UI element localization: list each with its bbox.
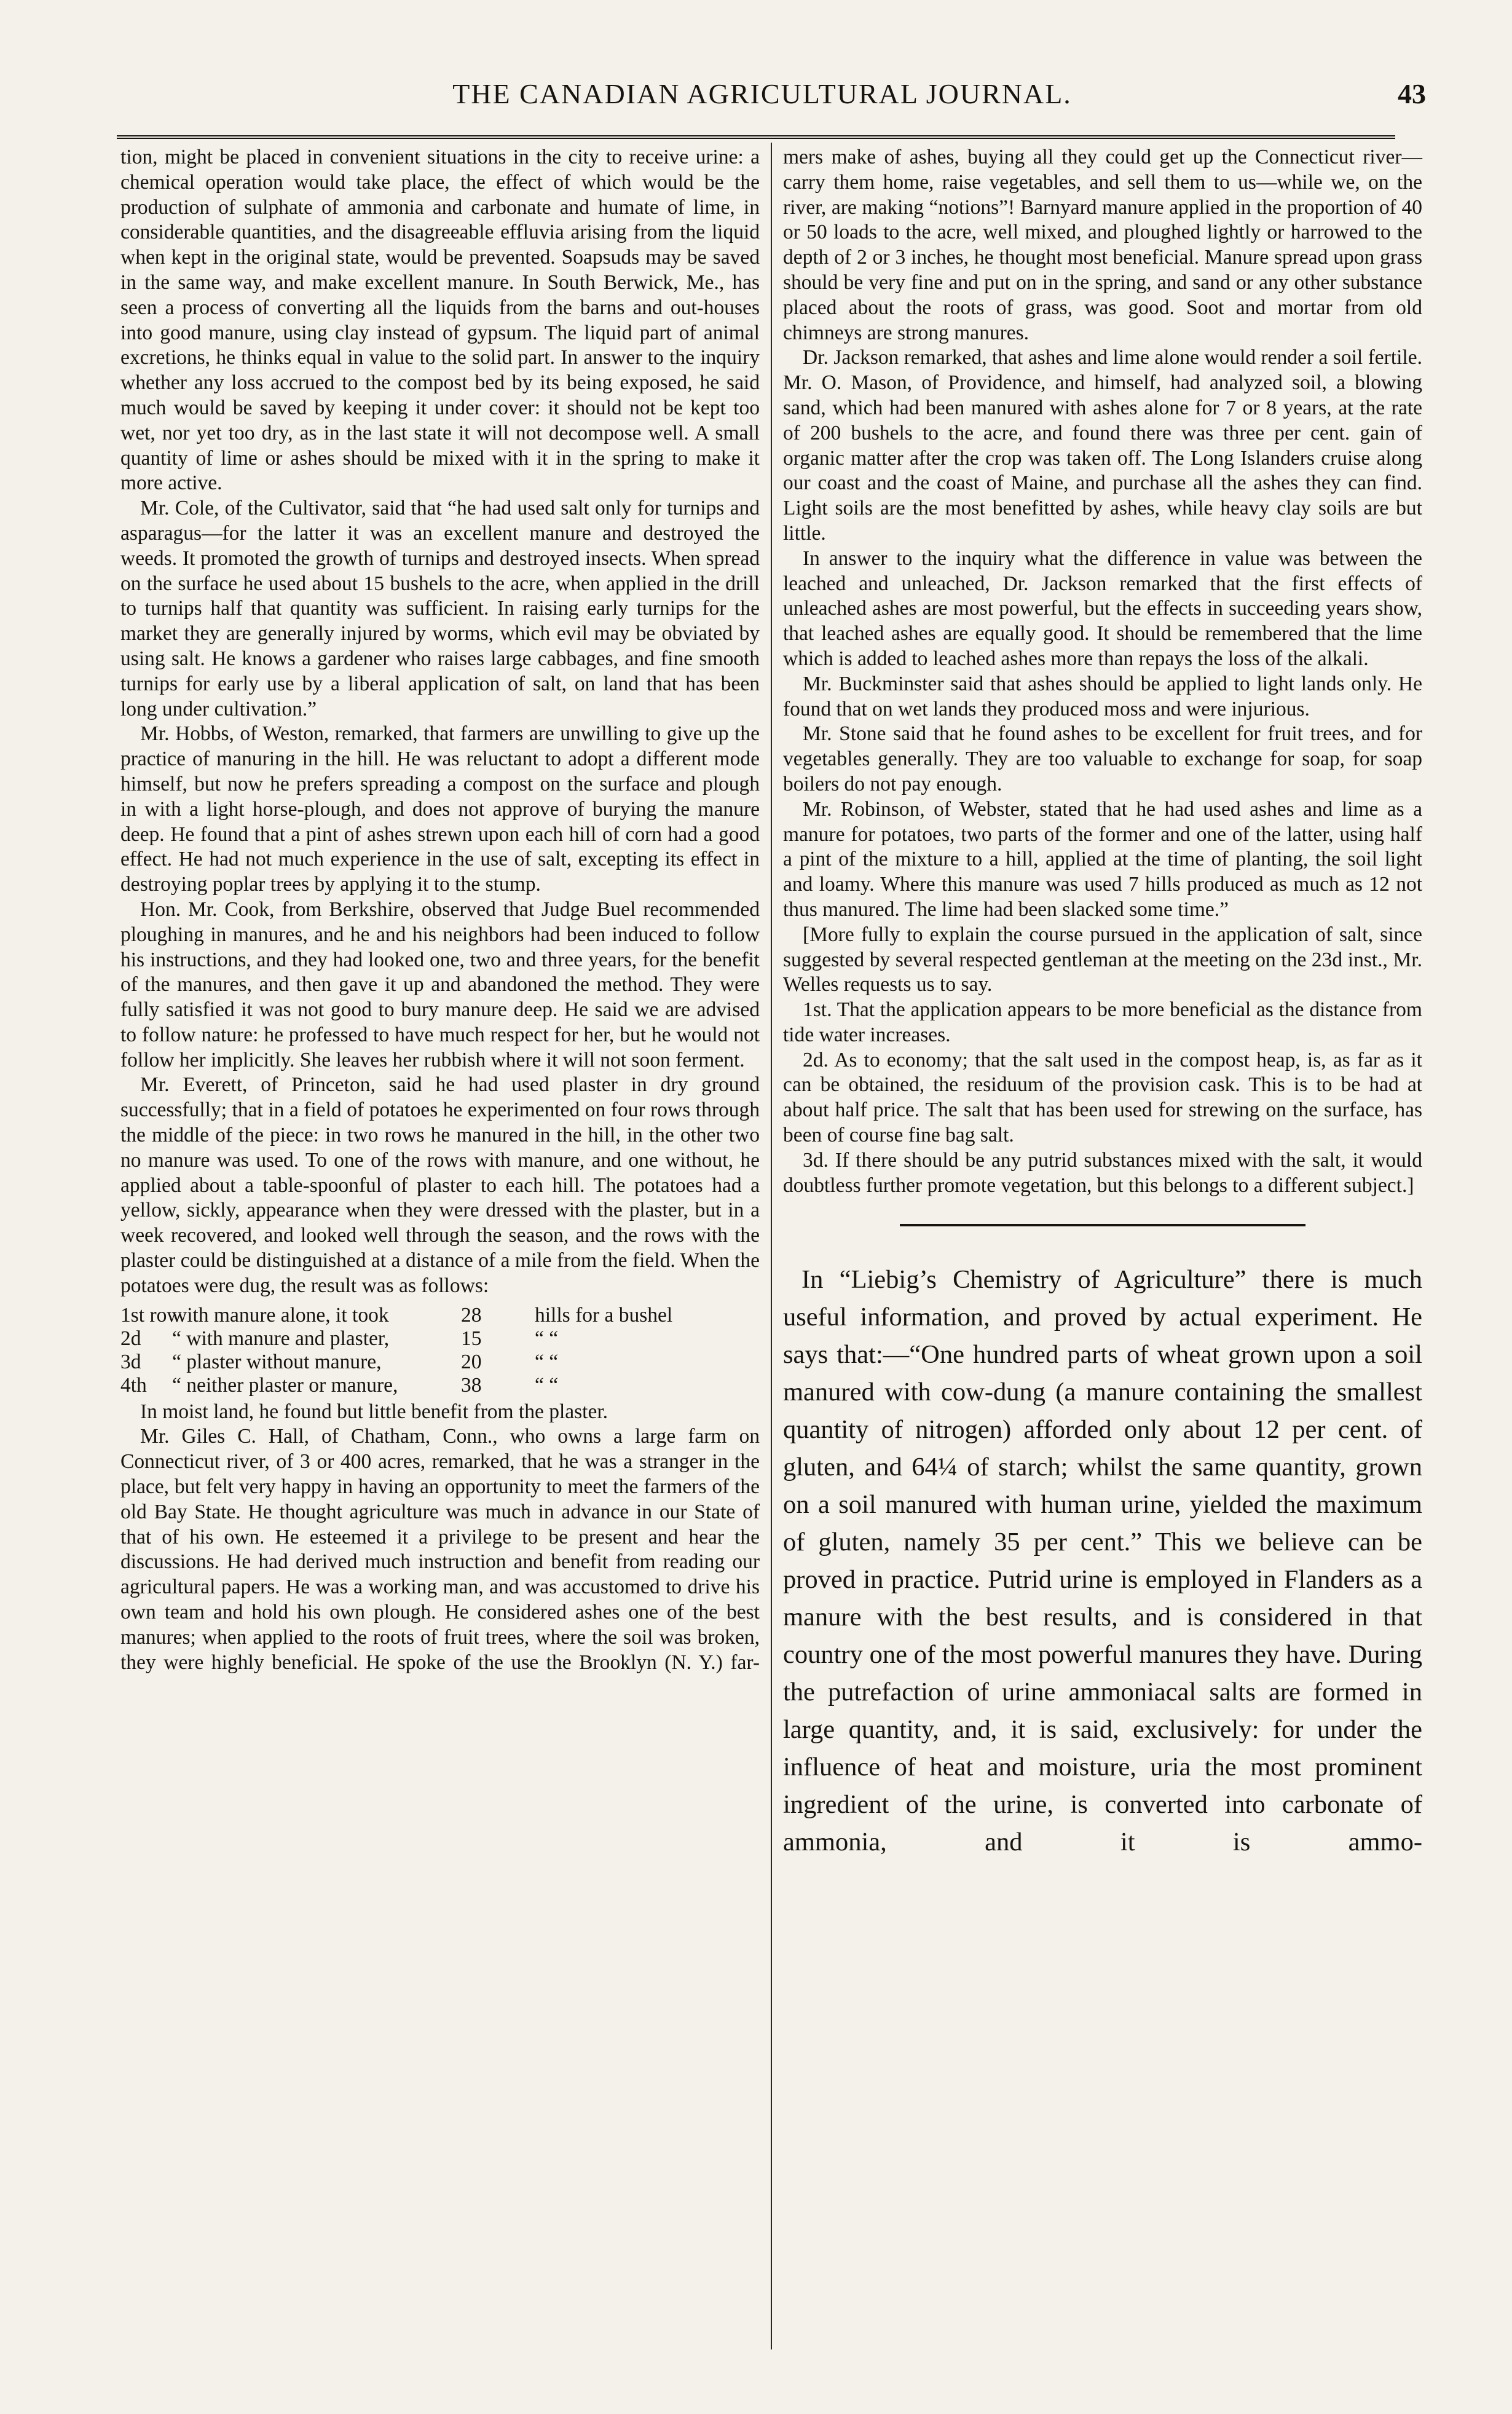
paragraph: Mr. Giles C. Hall, of Chatham, Conn., who owns a large farm on Connecticut river, of 3 or 400 acres, remarked, that he was a stranger in the place, but felt very happy in having an opportunity to meet the farmers of the old Bay State. He thought agriculture was much in advance in our State of that of his own. He esteemed it a privilege to be present and hear the discussions. He had derived much instruction and benefit from reading our agricultural papers. He was a working man, and was accustomed to drive his own team and hold his own plough. He considered ashes one of the best manures; when applied to the roots of fruit trees, where the soil was broken, they were highly beneficial. He spoke of the use the Brooklyn (N. Y.) far- [120, 1425, 760, 1674]
header-rule [117, 135, 1395, 139]
page-number: 43 [1398, 78, 1426, 109]
treatment-cell: “ plaster without manure, [172, 1350, 382, 1373]
unit-cell: “ “ [535, 1373, 559, 1397]
paragraph: 3d. If there should be any putrid substances mixed with the salt, it would doubtless further promote vegetation, but this belongs to a different subject.] [783, 1148, 1422, 1197]
paragraph: Mr. Cole, of the Cultivator, said that “he had used salt only for turnips and asparagus—for the latter it was an excellent manure and destroyed the weeds. It promoted the growth of turnips and destroyed insects. When spread on the surface he used about 15 bushels to the acre, when applied in the drill to turnips half that quantity was sufficient. In raising early turnips for the market they are generally injured by worms, which evil may be obviated by using salt. He knows a gardener who raises large cabbages, and fine smooth turnips for early use by a liberal application of salt, on land that has been long under cultivation.” [120, 497, 760, 720]
paragraph: In “Liebig’s Chemistry of Agriculture” there is much useful information, and proved by actual experiment. He says that:—“One hundred parts of wheat grown upon a soil manured with cow-dung (a manure containing the smallest quantity of nitrogen) afforded only about 12 per cent. of gluten, and 64¼ of starch; whilst the same quantity, grown on a soil manured with human urine, yielded the maximum of gluten, namely 35 per cent.” This we believe can be proved in practice. Putrid urine is employed in Flanders as a manure with the best results, and is considered in that country one of the most powerful manures they have. During the putrefaction of urine ammoniacal salts are formed in large quantity, and, it is said, exclusively: for under the influence of heat and moisture, uria the most prominent ingredient of the urine, is converted into carbonate of ammonia, and it is ammo- [783, 1265, 1422, 1857]
table-row [120, 1374, 760, 1397]
section-divider [900, 1224, 1305, 1226]
table-row [120, 1327, 760, 1351]
row-label: 1st row [120, 1303, 182, 1327]
table-row [120, 1304, 760, 1327]
paragraph: 1st. That the application appears to be more beneficial as the distance from tide water increases. [783, 998, 1422, 1046]
right-column [783, 145, 1422, 1861]
left-column [120, 145, 760, 1675]
liebig-article [783, 1261, 1422, 1861]
treatment-cell: with manure alone, it took [172, 1303, 389, 1327]
paragraph: Mr. Buckminster said that ashes should be applied to light lands only. He found that on wet lands they produced moss and were injurious. [783, 672, 1422, 720]
table-row [120, 1351, 760, 1374]
hills-cell: 38 [461, 1373, 482, 1397]
column-divider [771, 143, 772, 2349]
paragraph: 2d. As to economy; that the salt used in the compost heap, is, as far as it can be obtained, the residuum of the provision cask. This is to be had at about half price. The salt that has been used for strewing on the surface, has been of course fine bag salt. [783, 1048, 1422, 1147]
paragraph: In answer to the inquiry what the difference in value was between the leached and unleached, Dr. Jackson remarked that the first effects of unleached ashes are most powerful, but the effects in succeeding years show, that leached ashes are equally good. It should be remembered that the lime which is added to leached ashes more than repays the loss of the alkali. [783, 546, 1422, 670]
paragraph: Mr. Robinson, of Webster, stated that he had used ashes and lime as a manure for potatoes, two parts of the former and one of the latter, using half a pint of the mixture to a hill, applied at the time of planting, the soil light and loamy. Where this manure was used 7 hills produced as much as 12 not thus manured. The lime had been slacked some time.” [783, 797, 1422, 921]
treatment-cell: “ with manure and plaster, [172, 1327, 390, 1350]
row-label: 3d [120, 1350, 141, 1373]
row-label: 4th [120, 1373, 147, 1397]
results-table [120, 1304, 760, 1397]
hills-cell: 15 [461, 1327, 482, 1350]
page-header [98, 66, 1426, 122]
paragraph: Mr. Hobbs, of Weston, remarked, that farmers are unwilling to give up the practice of manuring in the hill. He was reluctant to adopt a different mode himself, but now he prefers spreading a compost on the surface and plough in with a light horse-plough, and does not approve of burying the manure deep. He found that a pint of ashes strewn upon each hill of corn had a good effect. He had not much experience in the use of salt, excepting its effect in destroying poplar trees by applying it to the stump. [120, 722, 760, 896]
paragraph: Mr. Everett, of Princeton, said he had used plaster in dry ground successfully; that in a field of potatoes he experimented on four rows through the middle of the piece: in two rows he manured in the hill, in the other two no manure was used. To one of the rows with manure, and one without, he applied about a table-spoonful of plaster to each hill. The potatoes had a yellow, sickly, appearance when they were dressed with the plaster, but in a week recovered, and looked well through the season, and the rows with the plaster could be distinguished at a distance of a mile from the field. When the potatoes were dug, the result was as follows: [120, 1073, 760, 1297]
paragraph: Dr. Jackson remarked, that ashes and lime alone would render a soil fertile. Mr. O. Mason, of Providence, and himself, had analyzed soil, a blowing sand, which had been manured with ashes alone for 7 or 8 years, at the rate of 200 bushels to the acre, and found there was three per cent. gain of organic matter after the crop was taken off. The Long Islanders cruise along our coast and the coast of Maine, and purchase all the ashes they can find. Light soils are the most benefitted by ashes, while heavy clay soils are but little. [783, 346, 1422, 545]
paragraph: Hon. Mr. Cook, from Berkshire, observed that Judge Buel recommended ploughing in manures, and he and his neighbors had been induced to follow his instructions, and they had looked one, two and three years, for the benefit of the manures, and then gave it up and abandoned the method. They were fully satisfied it was not good to bury manure deep. He said we are advised to follow nature: he professed to have much respect for her, but he would not follow her implicitly. She leaves her rubbish where it will not soon ferment. [120, 897, 760, 1071]
treatment-cell: “ neither plaster or manure, [172, 1373, 398, 1397]
hills-cell: 28 [461, 1303, 482, 1327]
paragraph: tion, might be placed in convenient situations in the city to receive urine: a chemical operation would take place, the effect of which would be the production of sulphate of ammonia and carbonate and humate of lime, in considerable quantities, and the disagreeable effluvia arising from the liquid when kept in the original state, would be prevented. Soapsuds may be saved in the same way, and make excellent manure. In South Berwick, Me., has seen a process of converting all the liquids from the barns and out-houses into good manure, using clay instead of gypsum. The liquid part of animal excretions, he thinks equal in value to the solid part. In answer to the inquiry whether any loss accrued to the compost bed by its being exposed, he said much would be saved by keeping it under cover: it should not be kept too wet, nor yet too dry, as in the last state it will not decompose well. A small quantity of lime or ashes should be mixed with it in the spring to make it more active. [120, 146, 760, 495]
paragraph: In moist land, he found but little benefit from the plaster. [140, 1400, 608, 1423]
paragraph: [More fully to explain the course pursued in the application of salt, since suggested by several respected gentleman at the meeting on the 23d inst., Mr. Welles requests us to say. [783, 923, 1422, 996]
running-title: THE CANADIAN AGRICULTURAL JOURNAL. [452, 78, 1072, 109]
row-label: 2d [120, 1327, 141, 1350]
paragraph: mers make of ashes, buying all they could get up the Connecticut river—carry them home, raise vegetables, and sell them to us—while we, on the river, are making “notions”! Barnyard manure applied in the proportion of 40 or 50 loads to the acre, well mixed, and ploughed lightly or harrowed to the depth of 2 or 3 inches, he thought most beneficial. Manure spread upon grass should be very fine and put on in the spring, and sand or any other substance placed about the roots of grass, was good. Soot and mortar from old chimneys are strong manures. [783, 146, 1422, 344]
hills-cell: 20 [461, 1350, 482, 1373]
unit-cell: “ “ [535, 1350, 559, 1373]
paragraph: Mr. Stone said that he found ashes to be excellent for fruit trees, and for vegetables generally. They are too valuable to exchange for soap, for soap boilers do not pay enough. [783, 722, 1422, 795]
unit-cell: “ “ [535, 1327, 559, 1350]
unit-cell: hills for a bushel [535, 1303, 673, 1327]
